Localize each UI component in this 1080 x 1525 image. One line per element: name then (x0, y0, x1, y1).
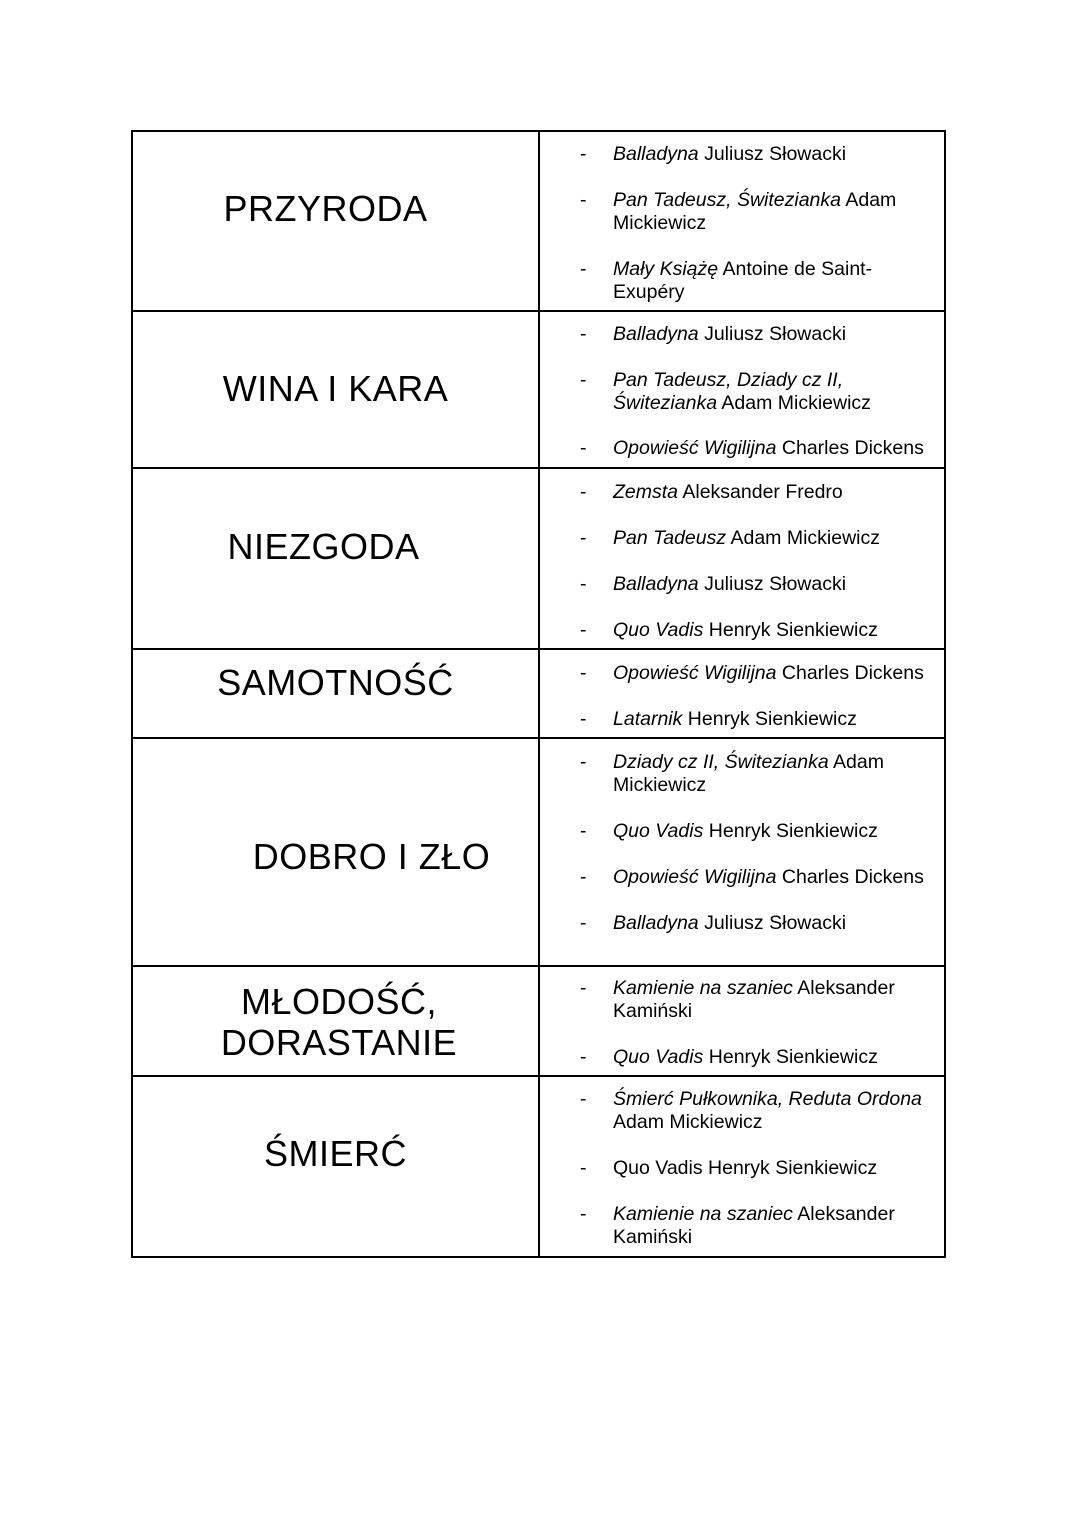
work-author: Charles Dickens (781, 866, 924, 888)
dash-bullet: - (580, 751, 587, 773)
works-cell (540, 650, 946, 737)
table-row (133, 650, 946, 739)
work-entry (613, 708, 934, 731)
topic-heading: MŁODOŚĆ, DORASTANIE (220, 981, 458, 1063)
dash-bullet: - (580, 437, 587, 459)
work-entry (613, 1046, 934, 1069)
work-entry (613, 189, 934, 235)
work-author: Henryk Sienkiewicz (708, 1046, 878, 1068)
dash-bullet: - (580, 481, 587, 503)
work-title: Pan Tadeusz, Świtezianka (613, 189, 842, 211)
dash-bullet: - (580, 708, 587, 730)
themes-table (131, 130, 946, 1258)
work-author: Aleksander Fredro (682, 481, 843, 503)
work-title: Quo Vadis (613, 619, 704, 641)
dash-bullet: - (580, 866, 587, 888)
dash-bullet: - (580, 912, 587, 934)
work-author: Juliusz Słowacki (704, 323, 847, 345)
dash-bullet: - (580, 1046, 587, 1068)
works-cell (540, 312, 946, 467)
topic-heading: WINA I KARA (222, 368, 449, 409)
table-row (133, 312, 946, 469)
work-entry (613, 143, 934, 166)
work-title: Balladyna (613, 912, 699, 934)
dash-bullet: - (580, 258, 587, 280)
work-entry (613, 1157, 934, 1180)
work-author: Adam Mickiewicz (613, 189, 897, 234)
topic-cell (133, 469, 540, 648)
table-row (133, 967, 946, 1077)
work-entry (613, 1088, 934, 1134)
topic-cell (133, 1077, 540, 1256)
work-title: Kamienie na szaniec (613, 977, 793, 999)
work-title: Quo Vadis (613, 1046, 704, 1068)
work-author: Henryk Sienkiewicz (708, 820, 878, 842)
work-author: Henryk Sienkiewicz (687, 708, 857, 730)
work-author: Juliusz Słowacki (704, 912, 847, 934)
work-title: Opowieść Wigilijna (613, 437, 777, 459)
works-cell (540, 967, 946, 1075)
work-entry (613, 437, 934, 460)
dash-bullet: - (580, 323, 587, 345)
dash-bullet: - (580, 977, 587, 999)
work-title: Quo Vadis (613, 820, 704, 842)
dash-bullet: - (580, 1203, 587, 1225)
work-author: Juliusz Słowacki (704, 143, 847, 165)
work-author: Adam Mickiewicz (613, 751, 884, 796)
work-author: Adam Mickiewicz (730, 527, 880, 549)
work-entry (613, 481, 934, 504)
work-entry (613, 527, 934, 550)
work-title: Opowieść Wigilijna (613, 866, 777, 888)
dash-bullet: - (580, 619, 587, 641)
work-title: Kamienie na szaniec (613, 1203, 793, 1225)
work-title: Pan Tadeusz, Dziady cz II, Świtezianka (613, 369, 844, 414)
dash-bullet: - (580, 369, 587, 391)
work-entry (613, 323, 934, 346)
dash-bullet: - (580, 662, 587, 684)
work-entry (613, 619, 934, 642)
work-entry (613, 820, 934, 843)
work-entry (613, 977, 934, 1023)
table-row (133, 132, 946, 312)
work-entry (613, 662, 934, 685)
work-entry (613, 751, 934, 797)
topic-cell (133, 312, 540, 467)
work-title: Balladyna (613, 573, 699, 595)
work-entry (613, 912, 934, 935)
topic-cell (133, 132, 540, 310)
work-title: Zemsta (613, 481, 679, 503)
work-author: Aleksander Kamiński (613, 977, 895, 1022)
works-cell (540, 469, 946, 648)
work-author: Adam Mickiewicz (721, 392, 871, 414)
dash-bullet: - (580, 820, 587, 842)
work-title: Pan Tadeusz (613, 527, 727, 549)
work-entry (613, 573, 934, 596)
work-author: Henryk Sienkiewicz (708, 619, 878, 641)
work-title: Balladyna (613, 143, 699, 165)
work-author: Adam Mickiewicz (613, 1111, 763, 1133)
work-entry (613, 258, 934, 304)
topic-cell (133, 650, 540, 737)
work-author: Quo Vadis Henryk Sienkiewicz (613, 1157, 878, 1179)
work-title: Opowieść Wigilijna (613, 662, 777, 684)
topic-heading: NIEZGODA (227, 526, 420, 567)
works-cell (540, 132, 946, 310)
topic-cell (133, 739, 540, 965)
work-title: Dziady cz II, Świtezianka (613, 751, 829, 773)
dash-bullet: - (580, 1088, 587, 1110)
work-entry (613, 1203, 934, 1249)
dash-bullet: - (580, 189, 587, 211)
work-author: Charles Dickens (781, 437, 924, 459)
work-title: Śmierć Pułkownika, Reduta Ordona (613, 1088, 922, 1110)
dash-bullet: - (580, 143, 587, 165)
topic-heading: SAMOTNOŚĆ (217, 662, 454, 703)
work-author: Antoine de Saint- Exupéry (613, 258, 873, 303)
topic-heading: PRZYRODA (223, 188, 428, 229)
topic-cell (133, 967, 540, 1075)
dash-bullet: - (580, 1157, 587, 1179)
work-title: Latarnik (613, 708, 683, 730)
work-title: Balladyna (613, 323, 699, 345)
work-author: Juliusz Słowacki (704, 573, 847, 595)
topic-heading: DOBRO I ZŁO (252, 836, 491, 877)
works-cell (540, 1077, 946, 1256)
work-author: Aleksander Kamiński (613, 1203, 895, 1248)
work-title: Mały Książę (613, 258, 719, 280)
table-row (133, 739, 946, 967)
work-entry (613, 369, 934, 415)
works-cell (540, 739, 946, 965)
dash-bullet: - (580, 573, 587, 595)
table-row (133, 1077, 946, 1258)
work-author: Charles Dickens (781, 662, 924, 684)
table-row (133, 469, 946, 650)
dash-bullet: - (580, 527, 587, 549)
work-entry (613, 866, 934, 889)
topic-heading: ŚMIERĆ (263, 1133, 407, 1174)
